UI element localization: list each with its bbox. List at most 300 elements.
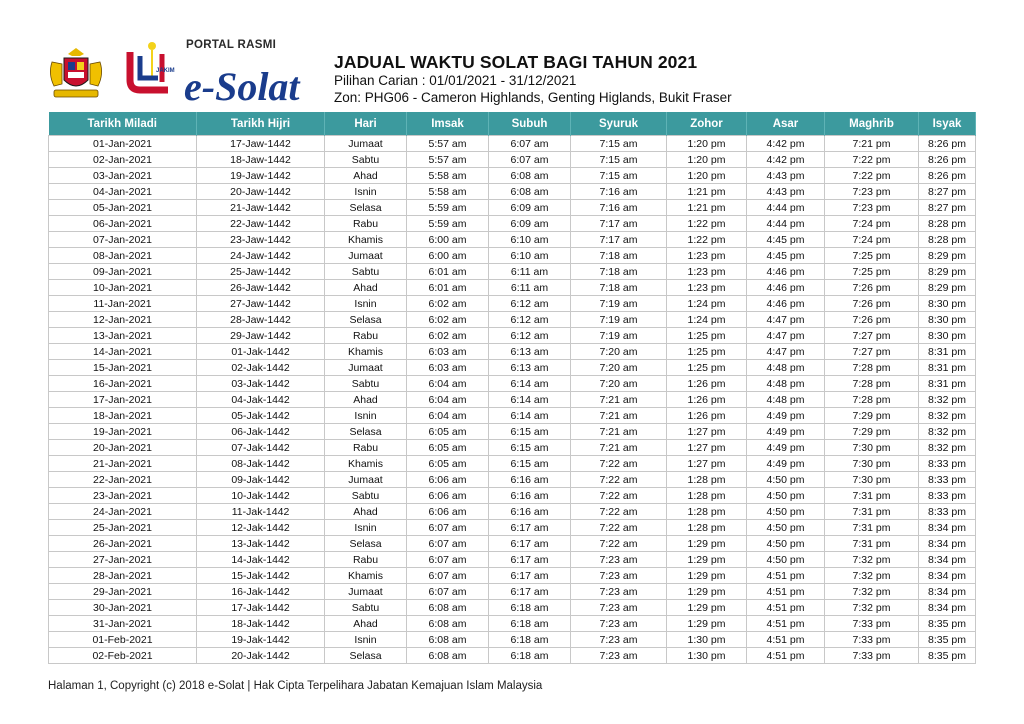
table-header-row [49, 112, 976, 136]
table-cell: 1:30 pm [667, 632, 747, 648]
table-cell: 4:50 pm [747, 552, 825, 568]
table-cell: 7:22 am [571, 472, 667, 488]
table-cell: Sabtu [325, 600, 407, 616]
table-cell: 1:24 pm [667, 296, 747, 312]
table-cell: 7:21 am [571, 408, 667, 424]
table-row [49, 504, 976, 520]
table-cell: 6:12 am [489, 328, 571, 344]
table-cell: 7:22 am [571, 456, 667, 472]
table-cell: Isnin [325, 408, 407, 424]
table-row [49, 392, 976, 408]
table-cell: 4:42 pm [747, 136, 825, 152]
table-cell: 6:08 am [407, 648, 489, 664]
table-row [49, 328, 976, 344]
table-cell: 1:28 pm [667, 504, 747, 520]
table-cell: Isnin [325, 184, 407, 200]
table-cell: 8:28 pm [919, 216, 976, 232]
table-row [49, 424, 976, 440]
table-cell: 4:51 pm [747, 616, 825, 632]
table-cell: 1:28 pm [667, 488, 747, 504]
table-cell: 8:33 pm [919, 456, 976, 472]
table-cell: 7:24 pm [825, 232, 919, 248]
table-cell: 4:50 pm [747, 488, 825, 504]
table-cell: 19-Jak-1442 [197, 632, 325, 648]
table-cell: 6:15 am [489, 424, 571, 440]
table-cell: 26-Jan-2021 [49, 536, 197, 552]
table-cell: 1:20 pm [667, 136, 747, 152]
table-cell: Isnin [325, 296, 407, 312]
table-cell: Isnin [325, 632, 407, 648]
table-cell: 6:08 am [489, 184, 571, 200]
table-cell: 27-Jaw-1442 [197, 296, 325, 312]
table-cell: 6:10 am [489, 232, 571, 248]
table-cell: 7:30 pm [825, 440, 919, 456]
table-cell: 01-Jan-2021 [49, 136, 197, 152]
table-cell: 1:27 pm [667, 440, 747, 456]
table-cell: 8:35 pm [919, 632, 976, 648]
table-cell: 6:06 am [407, 488, 489, 504]
page-title: JADUAL WAKTU SOLAT BAGI TAHUN 2021 [334, 52, 698, 72]
table-cell: 4:47 pm [747, 344, 825, 360]
table-cell: Khamis [325, 568, 407, 584]
table-cell: 07-Jan-2021 [49, 232, 197, 248]
column-header: Tarikh Miladi [49, 112, 197, 136]
table-cell: 7:26 pm [825, 280, 919, 296]
table-row [49, 488, 976, 504]
table-cell: 7:29 pm [825, 424, 919, 440]
table-cell: 4:43 pm [747, 184, 825, 200]
table-cell: 4:48 pm [747, 376, 825, 392]
table-cell: Jumaat [325, 584, 407, 600]
table-cell: 1:24 pm [667, 312, 747, 328]
table-cell: 7:31 pm [825, 488, 919, 504]
table-cell: 8:29 pm [919, 280, 976, 296]
table-cell: 8:32 pm [919, 424, 976, 440]
table-cell: 8:33 pm [919, 504, 976, 520]
table-cell: 10-Jak-1442 [197, 488, 325, 504]
table-cell: 7:22 am [571, 504, 667, 520]
table-cell: 7:16 am [571, 184, 667, 200]
table-cell: Rabu [325, 328, 407, 344]
table-cell: 17-Jaw-1442 [197, 136, 325, 152]
table-cell: 5:57 am [407, 152, 489, 168]
table-row [49, 360, 976, 376]
table-cell: 05-Jak-1442 [197, 408, 325, 424]
table-row [49, 232, 976, 248]
table-cell: 4:49 pm [747, 440, 825, 456]
table-row [49, 552, 976, 568]
table-row [49, 312, 976, 328]
table-cell: Khamis [325, 456, 407, 472]
table-cell: 13-Jan-2021 [49, 328, 197, 344]
table-cell: 8:26 pm [919, 168, 976, 184]
table-cell: 6:09 am [489, 216, 571, 232]
table-cell: 10-Jan-2021 [49, 280, 197, 296]
table-row [49, 376, 976, 392]
table-cell: 16-Jak-1442 [197, 584, 325, 600]
table-cell: 15-Jak-1442 [197, 568, 325, 584]
table-cell: Sabtu [325, 264, 407, 280]
table-cell: Selasa [325, 648, 407, 664]
table-row [49, 472, 976, 488]
search-range-text: Pilihan Carian : 01/01/2021 - 31/12/2021 [334, 73, 577, 88]
table-cell: 18-Jak-1442 [197, 616, 325, 632]
table-cell: 6:13 am [489, 344, 571, 360]
coat-of-arms-logo [44, 44, 108, 102]
table-row [49, 344, 976, 360]
table-cell: 5:59 am [407, 216, 489, 232]
table-cell: 19-Jaw-1442 [197, 168, 325, 184]
table-cell: 8:34 pm [919, 568, 976, 584]
table-cell: 6:04 am [407, 408, 489, 424]
table-cell: 6:14 am [489, 392, 571, 408]
table-cell: 7:26 pm [825, 296, 919, 312]
table-cell: 25-Jan-2021 [49, 520, 197, 536]
table-cell: 04-Jak-1442 [197, 392, 325, 408]
table-cell: 6:01 am [407, 264, 489, 280]
table-cell: 7:30 pm [825, 456, 919, 472]
table-cell: 7:22 am [571, 520, 667, 536]
table-cell: Selasa [325, 536, 407, 552]
table-cell: 7:23 am [571, 568, 667, 584]
table-cell: 7:33 pm [825, 648, 919, 664]
table-cell: 7:24 pm [825, 216, 919, 232]
table-cell: Khamis [325, 232, 407, 248]
table-cell: 09-Jan-2021 [49, 264, 197, 280]
table-cell: 8:28 pm [919, 232, 976, 248]
table-cell: 1:23 pm [667, 248, 747, 264]
table-row [49, 152, 976, 168]
table-cell: 4:49 pm [747, 424, 825, 440]
table-cell: 1:28 pm [667, 520, 747, 536]
table-cell: 7:27 pm [825, 344, 919, 360]
table-cell: Sabtu [325, 376, 407, 392]
table-cell: 8:31 pm [919, 344, 976, 360]
table-cell: 6:14 am [489, 376, 571, 392]
table-cell: 17-Jan-2021 [49, 392, 197, 408]
table-cell: 4:42 pm [747, 152, 825, 168]
table-cell: 22-Jaw-1442 [197, 216, 325, 232]
table-cell: 7:18 am [571, 264, 667, 280]
table-cell: 02-Jak-1442 [197, 360, 325, 376]
table-cell: 1:26 pm [667, 376, 747, 392]
table-cell: 15-Jan-2021 [49, 360, 197, 376]
table-cell: 7:21 am [571, 440, 667, 456]
table-cell: 7:22 am [571, 488, 667, 504]
table-cell: 6:08 am [407, 632, 489, 648]
table-cell: 7:31 pm [825, 536, 919, 552]
table-cell: 6:13 am [489, 360, 571, 376]
table-cell: 7:19 am [571, 328, 667, 344]
table-cell: 18-Jaw-1442 [197, 152, 325, 168]
table-cell: 7:15 am [571, 168, 667, 184]
table-cell: Ahad [325, 504, 407, 520]
table-cell: 8:30 pm [919, 296, 976, 312]
table-header [49, 112, 976, 136]
table-cell: 7:23 pm [825, 184, 919, 200]
table-cell: 7:32 pm [825, 552, 919, 568]
table-cell: 12-Jan-2021 [49, 312, 197, 328]
table-cell: 7:23 am [571, 632, 667, 648]
table-row [49, 568, 976, 584]
table-cell: 6:04 am [407, 376, 489, 392]
table-row [49, 248, 976, 264]
table-row [49, 632, 976, 648]
table-cell: 8:35 pm [919, 616, 976, 632]
table-cell: 7:21 am [571, 424, 667, 440]
table-cell: 7:20 am [571, 344, 667, 360]
table-cell: 4:45 pm [747, 232, 825, 248]
table-cell: Selasa [325, 424, 407, 440]
table-body [49, 136, 976, 664]
table-cell: 6:17 am [489, 568, 571, 584]
table-cell: Ahad [325, 280, 407, 296]
table-cell: 4:46 pm [747, 280, 825, 296]
table-cell: 8:27 pm [919, 200, 976, 216]
table-cell: 06-Jan-2021 [49, 216, 197, 232]
table-cell: 8:33 pm [919, 488, 976, 504]
table-cell: Jumaat [325, 248, 407, 264]
table-cell: 1:22 pm [667, 232, 747, 248]
table-cell: 5:58 am [407, 168, 489, 184]
table-cell: 4:47 pm [747, 312, 825, 328]
table-cell: 6:11 am [489, 264, 571, 280]
table-cell: 6:05 am [407, 456, 489, 472]
table-cell: 7:22 pm [825, 152, 919, 168]
table-cell: 6:07 am [407, 584, 489, 600]
table-cell: 4:51 pm [747, 600, 825, 616]
table-cell: 31-Jan-2021 [49, 616, 197, 632]
table-cell: 7:23 am [571, 600, 667, 616]
table-cell: Jumaat [325, 360, 407, 376]
table-cell: 8:34 pm [919, 536, 976, 552]
column-header: Imsak [407, 112, 489, 136]
table-cell: 7:18 am [571, 248, 667, 264]
table-cell: 5:59 am [407, 200, 489, 216]
column-header: Hari [325, 112, 407, 136]
table-cell: 8:32 pm [919, 440, 976, 456]
table-cell: 6:06 am [407, 504, 489, 520]
table-cell: 7:19 am [571, 312, 667, 328]
table-cell: 11-Jan-2021 [49, 296, 197, 312]
table-cell: 7:15 am [571, 136, 667, 152]
table-cell: 6:10 am [489, 248, 571, 264]
table-cell: 1:30 pm [667, 648, 747, 664]
table-cell: 4:51 pm [747, 648, 825, 664]
table-row [49, 520, 976, 536]
table-cell: 1:25 pm [667, 360, 747, 376]
table-cell: 6:03 am [407, 360, 489, 376]
table-cell: 5:57 am [407, 136, 489, 152]
table-cell: 01-Feb-2021 [49, 632, 197, 648]
table-cell: 7:15 am [571, 152, 667, 168]
table-cell: 7:23 am [571, 552, 667, 568]
table-cell: 6:17 am [489, 584, 571, 600]
table-cell: 1:21 pm [667, 184, 747, 200]
table-cell: 8:34 pm [919, 552, 976, 568]
table-cell: 7:27 pm [825, 328, 919, 344]
table-cell: 7:32 pm [825, 584, 919, 600]
column-header: Zohor [667, 112, 747, 136]
table-cell: Sabtu [325, 488, 407, 504]
table-cell: 07-Jak-1442 [197, 440, 325, 456]
table-cell: 1:25 pm [667, 328, 747, 344]
table-cell: 6:04 am [407, 392, 489, 408]
table-cell: 8:34 pm [919, 600, 976, 616]
table-cell: 8:29 pm [919, 264, 976, 280]
table-cell: Jumaat [325, 472, 407, 488]
table-cell: 20-Jan-2021 [49, 440, 197, 456]
table-cell: 7:28 pm [825, 376, 919, 392]
table-cell: 6:07 am [407, 536, 489, 552]
title-block [334, 52, 732, 106]
table-cell: 7:16 am [571, 200, 667, 216]
table-cell: 1:21 pm [667, 200, 747, 216]
table-cell: 7:29 pm [825, 408, 919, 424]
table-cell: 20-Jak-1442 [197, 648, 325, 664]
table-cell: 8:26 pm [919, 152, 976, 168]
portal-rasmi-label: PORTAL RASMI [186, 39, 277, 51]
table-cell: 1:29 pm [667, 600, 747, 616]
table-cell: 1:20 pm [667, 168, 747, 184]
prayer-times-table [48, 112, 976, 664]
table-cell: 4:44 pm [747, 216, 825, 232]
table-cell: 7:20 am [571, 360, 667, 376]
table-cell: 4:46 pm [747, 264, 825, 280]
table-row [49, 184, 976, 200]
table-cell: 6:03 am [407, 344, 489, 360]
table-cell: 6:17 am [489, 536, 571, 552]
table-cell: 6:01 am [407, 280, 489, 296]
table-cell: 7:31 pm [825, 520, 919, 536]
table-row [49, 168, 976, 184]
table-cell: 1:23 pm [667, 264, 747, 280]
column-header: Asar [747, 112, 825, 136]
table-cell: 7:31 pm [825, 504, 919, 520]
table-cell: 26-Jaw-1442 [197, 280, 325, 296]
table-cell: 29-Jan-2021 [49, 584, 197, 600]
table-cell: 02-Jan-2021 [49, 152, 197, 168]
table-cell: 6:00 am [407, 232, 489, 248]
table-cell: 6:16 am [489, 488, 571, 504]
table-cell: 29-Jaw-1442 [197, 328, 325, 344]
table-cell: 1:25 pm [667, 344, 747, 360]
table-cell: 23-Jan-2021 [49, 488, 197, 504]
table-cell: Sabtu [325, 152, 407, 168]
table-cell: 4:47 pm [747, 328, 825, 344]
table-cell: 7:21 am [571, 392, 667, 408]
table-cell: 8:30 pm [919, 312, 976, 328]
table-cell: 22-Jan-2021 [49, 472, 197, 488]
table-cell: 8:34 pm [919, 584, 976, 600]
column-header: Syuruk [571, 112, 667, 136]
table-cell: 28-Jan-2021 [49, 568, 197, 584]
table-cell: 7:23 am [571, 584, 667, 600]
table-cell: 4:50 pm [747, 504, 825, 520]
table-cell: 8:32 pm [919, 408, 976, 424]
table-cell: 7:25 pm [825, 248, 919, 264]
table-cell: 16-Jan-2021 [49, 376, 197, 392]
table-cell: 6:18 am [489, 632, 571, 648]
table-cell: 6:07 am [489, 152, 571, 168]
table-cell: Rabu [325, 216, 407, 232]
table-cell: 02-Feb-2021 [49, 648, 197, 664]
table-cell: Ahad [325, 168, 407, 184]
table-cell: 1:26 pm [667, 392, 747, 408]
table-row [49, 296, 976, 312]
table-cell: 17-Jak-1442 [197, 600, 325, 616]
table-row [49, 616, 976, 632]
table-cell: 8:31 pm [919, 360, 976, 376]
table-cell: 08-Jak-1442 [197, 456, 325, 472]
table-cell: 4:45 pm [747, 248, 825, 264]
table-cell: 4:49 pm [747, 408, 825, 424]
table-cell: 7:19 am [571, 296, 667, 312]
table-cell: 1:29 pm [667, 552, 747, 568]
table-cell: 1:26 pm [667, 408, 747, 424]
table-row [49, 648, 976, 664]
table-cell: 12-Jak-1442 [197, 520, 325, 536]
table-cell: 5:58 am [407, 184, 489, 200]
table-cell: 7:23 am [571, 616, 667, 632]
table-cell: 24-Jan-2021 [49, 504, 197, 520]
jakim-logo-label: JAKIM [156, 68, 175, 74]
table-cell: Selasa [325, 200, 407, 216]
table-cell: 1:22 pm [667, 216, 747, 232]
table-cell: Ahad [325, 616, 407, 632]
column-header: Subuh [489, 112, 571, 136]
table-cell: 7:32 pm [825, 568, 919, 584]
table-cell: 8:29 pm [919, 248, 976, 264]
table-cell: 7:28 pm [825, 392, 919, 408]
table-cell: Ahad [325, 392, 407, 408]
table-cell: 6:16 am [489, 472, 571, 488]
table-cell: 8:35 pm [919, 648, 976, 664]
table-cell: 6:08 am [407, 600, 489, 616]
table-cell: 7:17 am [571, 232, 667, 248]
table-cell: 6:16 am [489, 504, 571, 520]
table-cell: 4:48 pm [747, 392, 825, 408]
table-cell: 4:51 pm [747, 568, 825, 584]
table-cell: 4:46 pm [747, 296, 825, 312]
page-footer: Halaman 1, Copyright (c) 2018 e-Solat | Hak Cipta Terpelihara Jabatan Kemajuan Islam Malaysia [48, 680, 543, 692]
table-row [49, 280, 976, 296]
table-cell: 6:02 am [407, 328, 489, 344]
table-cell: 7:25 pm [825, 264, 919, 280]
table-cell: 04-Jan-2021 [49, 184, 197, 200]
table-cell: 7:18 am [571, 280, 667, 296]
table-cell: 8:32 pm [919, 392, 976, 408]
table-cell: 8:31 pm [919, 376, 976, 392]
table-cell: 6:08 am [407, 616, 489, 632]
table-cell: 13-Jak-1442 [197, 536, 325, 552]
table-row [49, 136, 976, 152]
column-header: Tarikh Hijri [197, 112, 325, 136]
table-cell: 7:32 pm [825, 600, 919, 616]
table-cell: 6:18 am [489, 616, 571, 632]
table-row [49, 600, 976, 616]
table-cell: 08-Jan-2021 [49, 248, 197, 264]
table-cell: 6:02 am [407, 296, 489, 312]
table-cell: 23-Jaw-1442 [197, 232, 325, 248]
table-cell: 8:33 pm [919, 472, 976, 488]
table-cell: 05-Jan-2021 [49, 200, 197, 216]
table-row [49, 200, 976, 216]
table-cell: 19-Jan-2021 [49, 424, 197, 440]
table-cell: 4:50 pm [747, 536, 825, 552]
table-cell: 1:28 pm [667, 472, 747, 488]
table-cell: 06-Jak-1442 [197, 424, 325, 440]
